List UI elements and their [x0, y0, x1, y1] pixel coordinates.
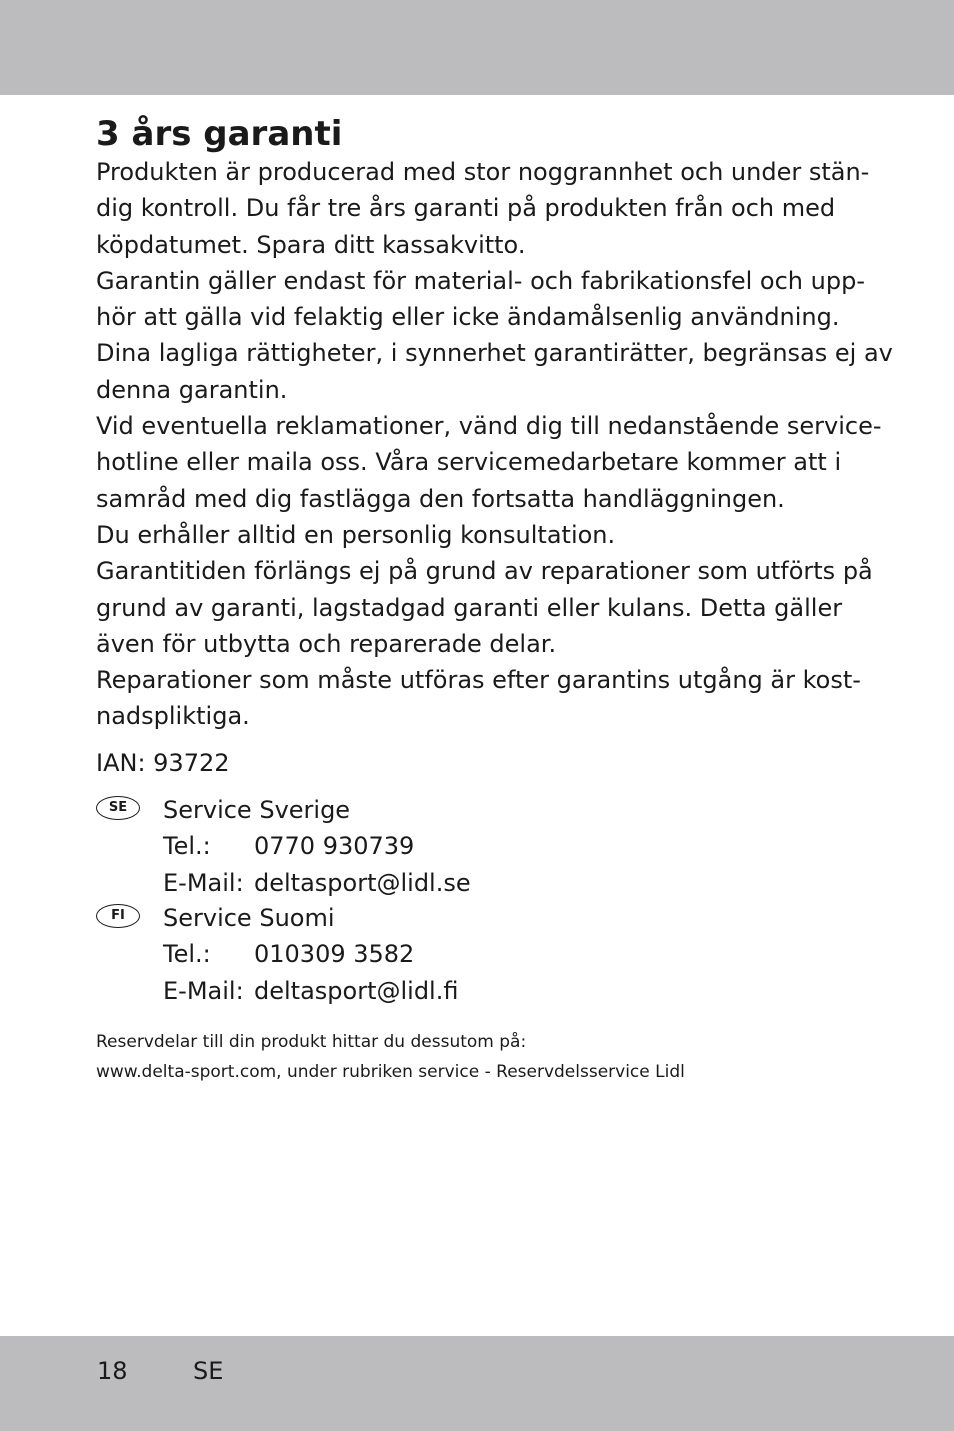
email-row: [163, 865, 471, 901]
spare-parts-note: [96, 1027, 685, 1087]
country-badge-fi: FI: [96, 904, 140, 928]
text-line: samråd med dig fastlägga den fortsatta handläggningen.: [96, 484, 785, 513]
warranty-text: [96, 154, 893, 735]
text-line: denna garantin.: [96, 375, 288, 404]
country-badge-se: SE: [96, 796, 140, 820]
footer-bar: [0, 1336, 954, 1431]
text-line: Garantin gäller endast för material- och fabrikationsfel och upp-: [96, 266, 865, 295]
ian-number: IAN: 93722: [96, 749, 230, 777]
text-line: dig kontroll. Du får tre års garanti på produkten från och med: [96, 194, 836, 223]
phone-number: 010309 3582: [254, 940, 415, 969]
phone-row: [163, 936, 458, 972]
page-title: 3 års garanti: [96, 114, 343, 154]
text-line: hotline eller maila oss. Våra servicemedarbetare kommer att i: [96, 448, 842, 477]
header-bar: [0, 0, 954, 95]
text-line: grund av garanti, lagstadgad garanti eller kulans. Detta gäller: [96, 593, 843, 622]
footnote-line: www.delta-sport.com, under rubriken service - Reservdelsservice Lidl: [96, 1062, 685, 1082]
service-name: Service Sverige: [163, 796, 351, 824]
service-contact: [163, 900, 458, 1009]
phone-number: 0770 930739: [254, 832, 415, 861]
email-label: E-Mail:: [163, 868, 244, 897]
text-line: Produkten är producerad med stor noggrannhet och under stän-: [96, 158, 870, 186]
text-line: nadspliktiga.: [96, 702, 250, 731]
phone-row: [163, 828, 471, 864]
text-line: köpdatumet. Spara ditt kassakvitto.: [96, 230, 526, 259]
footnote-line: Reservdelar till din produkt hittar du dessutom på:: [96, 1032, 527, 1052]
text-line: hör att gälla vid felaktig eller icke ändamålsenlig användning.: [96, 303, 840, 332]
phone-label: Tel.:: [163, 940, 211, 969]
text-line: Garantitiden förlängs ej på grund av reparationer som utförts på: [96, 557, 873, 586]
email-address: deltasport@lidl.fi: [254, 976, 459, 1005]
service-name: Service Suomi: [163, 904, 335, 932]
service-contact: [163, 792, 471, 901]
text-line: Vid eventuella reklamationer, vänd dig till nedanstående service-: [96, 412, 882, 441]
email-address: deltasport@lidl.se: [254, 868, 471, 897]
text-line: Du erhåller alltid en personlig konsultation.: [96, 520, 616, 549]
page-number: 18: [97, 1357, 128, 1385]
text-line: Reparationer som måste utföras efter garantins utgång är kost-: [96, 666, 861, 695]
email-row: [163, 973, 458, 1009]
text-line: även för utbytta och reparerade delar.: [96, 629, 557, 658]
phone-label: Tel.:: [163, 832, 211, 861]
language-code: SE: [193, 1357, 224, 1385]
email-label: E-Mail:: [163, 976, 244, 1005]
text-line: Dina lagliga rättigheter, i synnerhet garantirätter, begränsas ej av: [96, 339, 893, 368]
